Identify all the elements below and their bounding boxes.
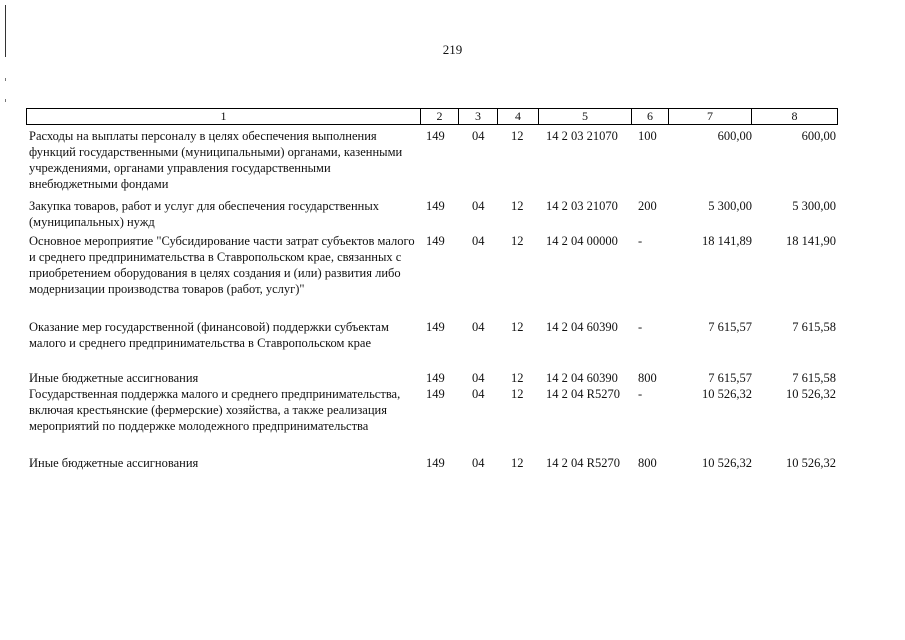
row-code-2: 149 — [426, 456, 445, 470]
row-name: Закупка товаров, работ и услуг для обеспечения государственных (муниципальных) нужд — [29, 199, 380, 229]
row-name: Иные бюджетные ассигнования — [29, 371, 199, 385]
row-amount-7: 10 526,32 — [702, 456, 752, 470]
row-code-4: 12 — [511, 387, 524, 401]
row-code-5: 14 2 03 21070 — [546, 129, 618, 143]
header-col-2: 2 — [420, 109, 458, 124]
row-name: Иные бюджетные ассигнования — [29, 456, 199, 470]
row-code-3: 04 — [472, 199, 485, 213]
row-code-6: - — [638, 387, 643, 401]
row-code-6: 800 — [638, 371, 657, 385]
row-amount-7: 600,00 — [717, 129, 752, 143]
header-col-1: 1 — [220, 109, 227, 123]
header-col-8: 8 — [751, 109, 837, 124]
header-col-3: 3 — [458, 109, 497, 124]
header-col-4: 4 — [497, 109, 538, 124]
row-code-4: 12 — [511, 129, 524, 143]
row-code-3: 04 — [472, 387, 485, 401]
row-code-2: 149 — [426, 371, 445, 385]
row-name: Государственная поддержка малого и среднего предпринимательства, включая крестьянские (фермерские) хозяйства, а также реализация мероприятий по поддержке молодежного предпринимательства — [29, 387, 401, 433]
row-amount-8: 5 300,00 — [792, 199, 836, 213]
row-code-4: 12 — [511, 199, 524, 213]
row-amount-7: 7 615,57 — [708, 371, 752, 385]
header-col-6: 6 — [631, 109, 668, 124]
row-code-6: - — [638, 320, 643, 334]
row-amount-7: 7 615,57 — [708, 320, 752, 334]
row-code-2: 149 — [426, 199, 445, 213]
row-code-5: 14 2 04 00000 — [546, 234, 618, 248]
row-code-6: - — [638, 234, 643, 248]
row-amount-8: 7 615,58 — [792, 371, 836, 385]
row-code-3: 04 — [472, 456, 485, 470]
row-amount-7: 18 141,89 — [702, 234, 752, 248]
row-amount-7: 5 300,00 — [708, 199, 752, 213]
header-col-5: 5 — [538, 109, 631, 124]
row-code-4: 12 — [511, 371, 524, 385]
row-amount-8: 18 141,90 — [786, 234, 836, 248]
row-code-4: 12 — [511, 320, 524, 334]
row-code-5: 14 2 04 R5270 — [546, 387, 620, 401]
row-code-5: 14 2 04 60390 — [546, 320, 618, 334]
header-col-7: 7 — [668, 109, 751, 124]
row-code-2: 149 — [426, 129, 445, 143]
margin-tick — [5, 78, 6, 81]
row-code-4: 12 — [511, 234, 524, 248]
row-amount-8: 10 526,32 — [786, 456, 836, 470]
row-code-2: 149 — [426, 387, 445, 401]
row-code-2: 149 — [426, 234, 445, 248]
row-code-3: 04 — [472, 371, 485, 385]
row-name: Расходы на выплаты персоналу в целях обеспечения выполнения функций государственными (муниципальными) органами, казенными учреждениями, органами управления государственными внебюджетными фондами — [29, 129, 403, 191]
row-code-5: 14 2 04 R5270 — [546, 456, 620, 470]
row-name: Основное мероприятие "Субсидирование части затрат субъектов малого и среднего предпринимательства в Ставропольском крае, связанных с приобретением оборудования в целях создания и (или) развития либо модернизации производства товаров (работ, услуг)" — [29, 234, 415, 296]
row-amount-8: 7 615,58 — [792, 320, 836, 334]
row-name: Оказание мер государственной (финансовой) поддержки субъектам малого и среднего предпринимательства в Ставропольском крае — [29, 320, 389, 350]
row-code-6: 100 — [638, 129, 657, 143]
row-code-4: 12 — [511, 456, 524, 470]
row-code-5: 14 2 03 21070 — [546, 199, 618, 213]
row-amount-7: 10 526,32 — [702, 387, 752, 401]
row-code-6: 800 — [638, 456, 657, 470]
row-code-3: 04 — [472, 129, 485, 143]
row-code-6: 200 — [638, 199, 657, 213]
page-number: 219 — [442, 42, 463, 57]
margin-tick — [5, 99, 6, 102]
row-amount-8: 10 526,32 — [786, 387, 836, 401]
row-code-3: 04 — [472, 320, 485, 334]
row-code-3: 04 — [472, 234, 485, 248]
row-amount-8: 600,00 — [801, 129, 836, 143]
table-header — [26, 108, 838, 125]
row-code-2: 149 — [426, 320, 445, 334]
row-code-5: 14 2 04 60390 — [546, 371, 618, 385]
